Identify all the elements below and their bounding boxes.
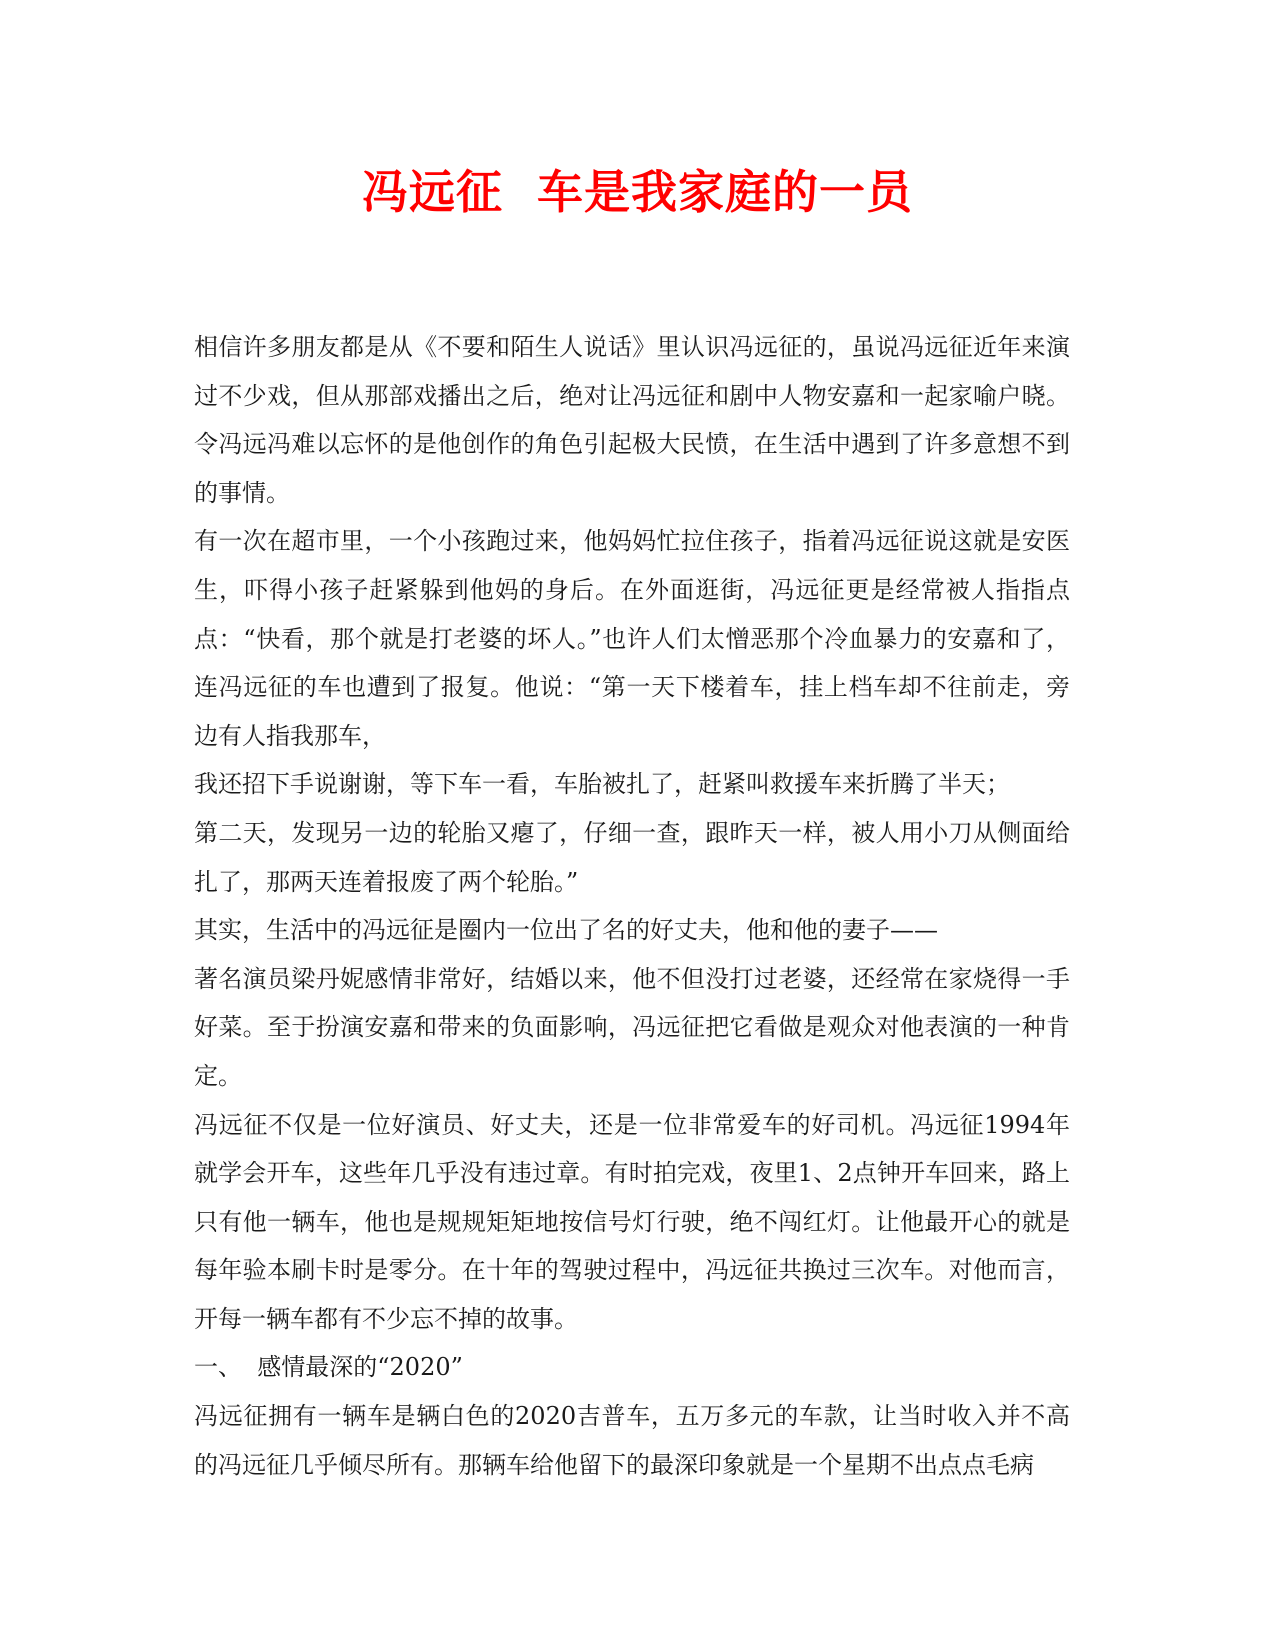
document-title: 冯远征 车是我家庭的一员: [361, 165, 914, 219]
paragraph: 第二天，发现另一边的轮胎又瘪了，仔细一查，跟昨天一样，被人用小刀从侧面给扎了，那两天连着报废了两个轮胎。”: [194, 818, 1070, 896]
paragraph: 其实，生活中的冯远征是圈内一位出了名的好丈夫，他和他的妻子——: [194, 916, 938, 945]
paragraph: 著名演员梁丹妮感情非常好，结婚以来，他不但没打过老婆，还经常在家烧得一手好菜。至于扮演安嘉和带来的负面影响，冯远征把它看做是观众对他表演的一种肯定。: [194, 964, 1070, 1090]
document-body: [194, 323, 1070, 1489]
paragraph: 冯远征不仅是一位好演员、好丈夫，还是一位非常爱车的好司机。冯远征1994年就学会开车，这些年几乎没有违过章。有时拍完戏，夜里1、2点钟开车回来，路上只有他一辆车，他也是规规矩矩地按信号灯行驶，绝不闯红灯。让他最开心的就是每年验本刷卡时是零分。在十年的驾驶过程中，冯远征共换过三次车。对他而言，开每一辆车都有不少忘不掉的故事。: [194, 1110, 1070, 1333]
section-heading: 一、 感情最深的“2020”: [194, 1353, 463, 1382]
paragraph: 我还招下手说谢谢，等下车一看，车胎被扎了，赶紧叫救援车来折腾了半天；: [194, 770, 1010, 799]
paragraph: 有一次在超市里，一个小孩跑过来，他妈妈忙拉住孩子，指着冯远征说这就是安医生，吓得小孩子赶紧躲到他妈的身后。在外面逛街，冯远征更是经常被人指指点点：“快看，那个就是打老婆的坏人。”也许人们太憎恶那个冷血暴力的安嘉和了，连冯远征的车也遭到了报复。他说：“第一天下楼着车，挂上档车却不往前走，旁边有人指我那车，: [194, 527, 1070, 750]
paragraph: 相信许多朋友都是从《不要和陌生人说话》里认识冯远征的，虽说冯远征近年来演过不少戏，但从那部戏播出之后，绝对让冯远征和剧中人物安嘉和一起家喻户晓。令冯远冯难以忘怀的是他创作的角色引起极大民愤，在生活中遇到了许多意想不到的事情。: [194, 333, 1070, 507]
paragraph: 冯远征拥有一辆车是辆白色的2020吉普车，五万多元的车款，让当时收入并不高的冯远征几乎倾尽所有。那辆车给他留下的最深印象就是一个星期不出点点毛病: [194, 1402, 1070, 1479]
